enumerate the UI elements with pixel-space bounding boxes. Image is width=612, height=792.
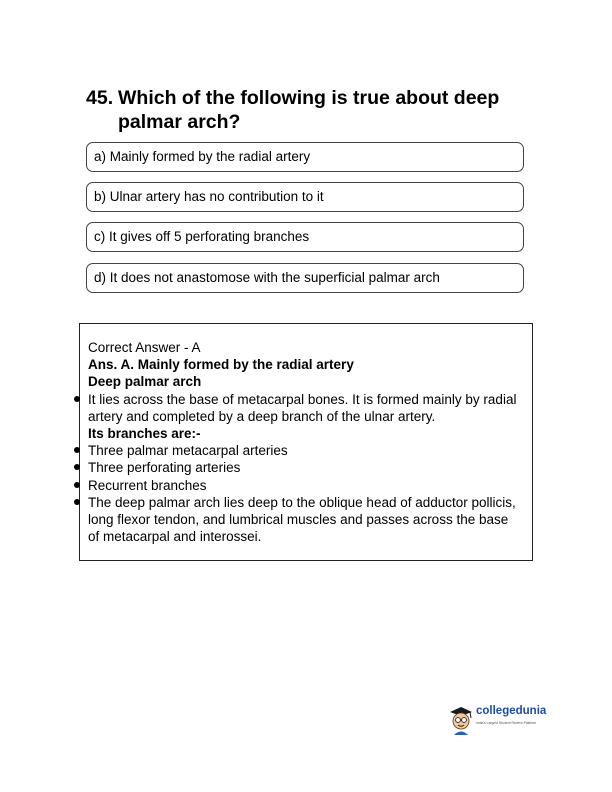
logo-tagline: India's Largest Student Review Platform <box>476 721 537 725</box>
question <box>86 86 546 134</box>
explanation-list <box>88 391 522 425</box>
list-item: It lies across the base of metacarpal bones. It is formed mainly by radial artery and completed by a deep branch of the ulnar artery. <box>88 391 522 425</box>
list-item: Three perforating arteries <box>88 459 522 476</box>
collegedunia-logo <box>448 704 548 738</box>
logo-name: collegedunia <box>476 705 547 717</box>
option-b[interactable]: b) Ulnar artery has no contribution to it <box>86 182 524 212</box>
answer-heading: Deep palmar arch <box>88 374 202 390</box>
student-mascot-icon <box>448 704 474 736</box>
question-number: 45. <box>86 87 114 109</box>
answer-line: Ans. A. Mainly formed by the radial artery <box>88 357 354 373</box>
branches-list <box>88 442 522 545</box>
branches-heading: Its branches are:- <box>88 426 201 442</box>
question-text: Which of the following is true about deep palmar arch? <box>118 87 500 133</box>
list-item: Recurrent branches <box>88 477 522 494</box>
option-a[interactable]: a) Mainly formed by the radial artery <box>86 142 524 172</box>
option-d[interactable]: d) It does not anastomose with the superficial palmar arch <box>86 263 524 293</box>
option-c[interactable]: c) It gives off 5 perforating branches <box>86 222 524 252</box>
correct-answer-label: Correct Answer - A <box>88 340 201 355</box>
list-item: The deep palmar arch lies deep to the oblique head of adductor pollicis, long flexor tendon, and lumbrical muscles and passes across the base of metacarpal and interossei. <box>88 494 522 546</box>
list-item: Three palmar metacarpal arteries <box>88 442 522 459</box>
answer-box <box>79 323 533 561</box>
